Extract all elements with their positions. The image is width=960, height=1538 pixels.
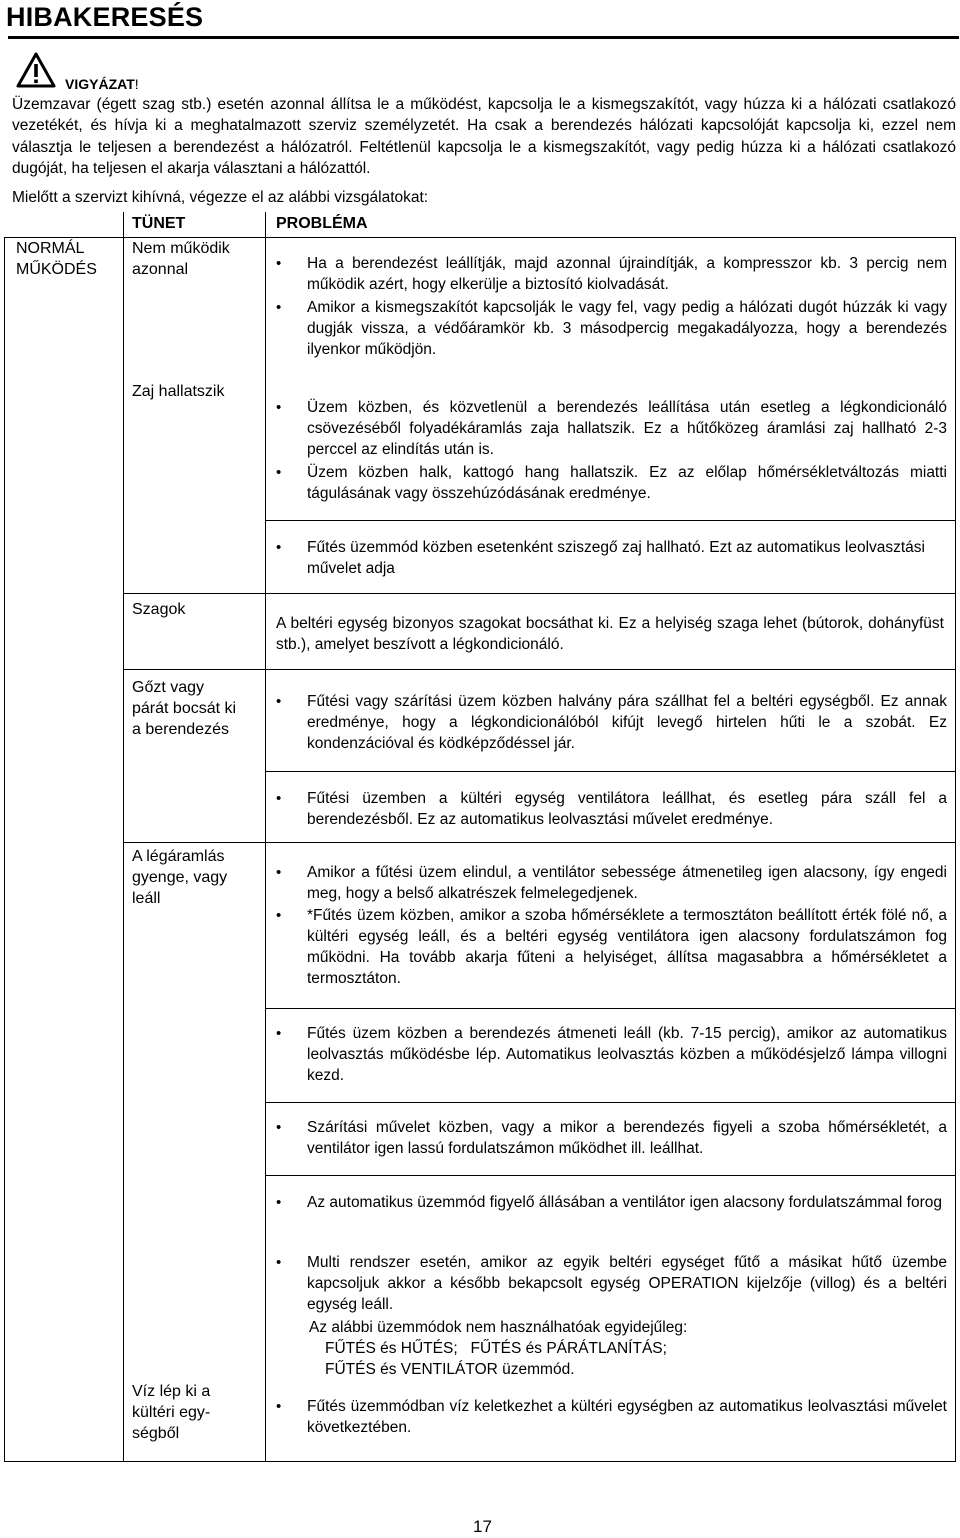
- problem-item: • Szárítási művelet közben, vagy a mikor a berendezés figyeli a szoba hőmérsékletét, a ventilátor igen lassú fordulatszámon működhet ill. leállhat.: [276, 1117, 947, 1159]
- warning-label: [65, 76, 139, 92]
- problem-item: • Fűtési vagy szárítási üzem közben halvány pára szállhat fel a beltéri egységből. Ez annak eredménye, hogy a légkondicionálóból kifújt levegő hirtelen hűti le a szobát. Ez kondenzációval és ködképződéssel jár.: [276, 691, 947, 754]
- problem-item: A beltéri egység bizonyos szagokat bocsáthat ki. Ez a helyiség szaga lehet (bútorok, dohányfüst stb.), amelyet beszívott a légkondicionáló.: [276, 615, 944, 653]
- symptom-line: párát bocsát ki: [132, 700, 237, 717]
- before-service-text: Mielőtt a szervizt kihívná, végezze el az alábbi vizsgálatokat:: [12, 189, 429, 206]
- table-bottom-rule: [4, 1461, 956, 1462]
- symptom-line: gyenge, vagy: [132, 869, 228, 886]
- problem-item: • *Fűtés üzem közben, amikor a szoba hőmérséklete a termosztáton beállított érték fölé nő, a kültéri egység leáll, és a beltéri egység ventilátora igen alacsony fordulatszámon fog működni. Ha tovább akarja fűteni a helyiséget, állítsa magasabbra a hőmérsékletet a termosztáton.: [276, 905, 947, 989]
- problem-item: • Az automatikus üzemmód figyelő állásában a ventilátor igen alacsony fordulatszámmal forog: [276, 1192, 947, 1213]
- row-label-line-1: NORMÁL: [16, 240, 85, 257]
- warning-paragraph-2: Ha csak a berendezés hálózati kapcsolóját kapcsolja ki, ezzel nem választja le teljesen a berendezést a hálózatról.: [12, 117, 956, 156]
- warning-triangle-icon: [16, 52, 56, 88]
- separator: [123, 842, 956, 843]
- warning-paragraph-1: Üzemzavar (égett szag stb.) esetén azonnal állítsa le a működést, kapcsolja le a kismegszakítót, vagy húzza ki a hálózati csatlakozó vezetékét, és hívja ki a meghatalmazott szerviz személyzetét.: [12, 96, 956, 135]
- row-label-line-2: MŰKÖDÉS: [16, 261, 97, 278]
- problem-item: • Fűtés üzemmód közben esetenként sziszegő zaj hallható. Ezt az automatikus leolvasztási művelet adja: [276, 537, 925, 579]
- separator: [265, 771, 956, 772]
- symptom-line: a berendezés: [132, 721, 229, 738]
- problem-subline: FŰTÉS és HŰTÉS; FŰTÉS és PÁRÁTLANÍTÁS;: [325, 1340, 667, 1357]
- warning-text: [12, 94, 956, 179]
- separator: [265, 1102, 956, 1103]
- symptom-noise: [132, 381, 224, 402]
- symptom-water: [132, 1381, 210, 1444]
- problem-item: • Multi rendszer esetén, amikor az egyik beltéri egységet fűtő a másikat hűtő üzembe kapcsoljuk akkor a később bekapcsolt egység OPERATION kijelzője (villog) és a beltéri egység leáll.: [276, 1252, 947, 1315]
- separator: [123, 669, 956, 670]
- separator: [265, 1008, 956, 1009]
- symptom-line: Gőzt vagy: [132, 679, 205, 696]
- problem-subline: Az alábbi üzemmódok nem használhatóak egyidejűleg:: [309, 1319, 688, 1336]
- table-border-right: [955, 237, 956, 1462]
- symptom-line: kültéri egy-: [132, 1404, 211, 1421]
- problem-subline: FŰTÉS és VENTILÁTOR üzemmód.: [325, 1361, 575, 1378]
- table-border-left: [4, 237, 5, 1462]
- symptom-line: azonnal: [132, 261, 189, 278]
- problem-item: • Fűtés üzemmódban víz keletkezhet a kültéri egységben az automatikus leolvasztási művelet következtében.: [276, 1396, 947, 1438]
- symptom-not-working: [132, 238, 230, 280]
- problem-item: • Amikor a kismegszakítót kapcsolják le vagy fel, vagy pedig a hálózati dugót húzzák ki vagy dugják vissza, a védőáramkör kb. 3 másodpercig megakadályozza, hogy a berendezés ilyenkor működjön.: [276, 297, 947, 360]
- symptom-line: ségből: [132, 1425, 180, 1442]
- table-divider-2: [265, 212, 266, 1462]
- problem-item: • Amikor a fűtési üzem elindul, a ventilátor sebessége átmenetileg igen alacsony, így engedi meg, hogy a belső alkatrészek felmelegedjenek.: [276, 862, 947, 904]
- separator: [265, 1175, 956, 1176]
- problem-item: • Ha a berendezést leállítják, majd azonnal újraindítják, a kompresszor kb. 3 percig nem működik azért, hogy elkerülje a biztosító kiolvadását.: [276, 253, 947, 295]
- warning-label-excl: !: [134, 76, 139, 92]
- header-problem: PROBLÉMA: [276, 215, 368, 232]
- warning-label-text: VIGYÁZAT: [65, 76, 135, 92]
- symptom-line: Zaj hallatszik: [132, 383, 225, 400]
- symptom-airflow: [132, 846, 227, 909]
- symptom-line: leáll: [132, 890, 161, 907]
- symptom-line: Szagok: [132, 601, 186, 618]
- problem-item: • Fűtés üzem közben a berendezés átmeneti leáll (kb. 7-15 percig), amikor az automatikus leolvasztás működésbe lép. Automatikus leolvasztás közben a működésjelző lámpa villogni kezd.: [276, 1023, 947, 1086]
- symptom-line: Nem működik: [132, 240, 230, 257]
- warning-paragraph-3: Feltétlenül kapcsolja le a kismegszakítót, vagy pedig húzza ki a hálózati csatlakozó dugóját, ha teljesen el akarja választani a hálózattól.: [12, 138, 956, 177]
- symptom-vapor: [132, 677, 236, 740]
- page-number: 17: [473, 1517, 492, 1536]
- page-title: HIBAKERESÉS: [6, 2, 204, 32]
- symptom-line: A légáramlás: [132, 848, 225, 865]
- symptom-odors: [132, 599, 185, 620]
- problem-item: • Fűtési üzemben a kültéri egység ventilátora leállhat, és esetleg pára száll fel a berendezésből. Ez az automatikus leolvasztási művelet eredménye.: [276, 788, 947, 830]
- row-label: [16, 238, 97, 280]
- separator: [265, 520, 956, 521]
- title-underline: [8, 36, 959, 39]
- symptom-line: Víz lép ki a: [132, 1383, 211, 1400]
- problem-item: • Üzem közben halk, kattogó hang hallatszik. Ez az előlap hőmérsékletváltozás miatti tágulásának vagy összehúzódásának eredménye.: [276, 462, 947, 504]
- table-divider-1: [123, 212, 124, 1462]
- problem-item: • Üzem közben, és közvetlenül a berendezés leállítása után esetleg a légkondicionáló csövezéséből folyadékáramlás zaja hallatszik. Ez a hűtőközeg áramlási zaj hallható 2-3 perccel az elindítás után is.: [276, 397, 947, 460]
- header-symptom: TÜNET: [132, 215, 186, 232]
- separator: [123, 593, 956, 594]
